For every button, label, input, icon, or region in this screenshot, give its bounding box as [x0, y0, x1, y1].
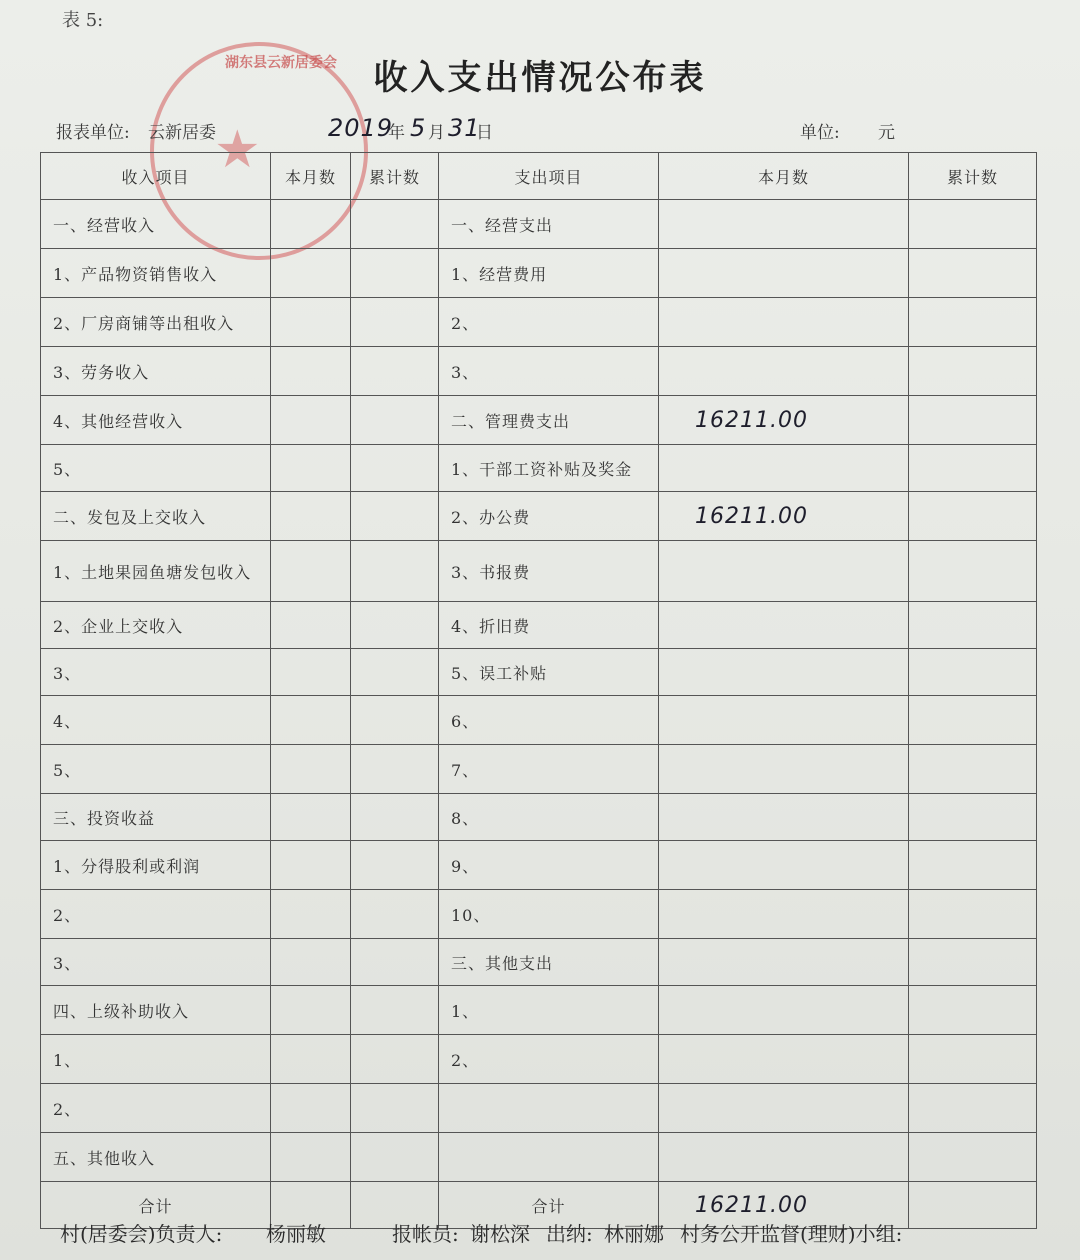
- expense-item-cell: 8、: [439, 794, 659, 841]
- income-item-cell: 五、其他收入: [41, 1133, 271, 1182]
- expense-cumulative-cell: [909, 794, 1037, 841]
- expense-total-cumulative: [909, 1182, 1037, 1229]
- income-cumulative-cell: [351, 890, 439, 939]
- page-title: 收入支出情况公布表: [373, 58, 707, 98]
- income-month-cell: [271, 745, 351, 794]
- expense-month-cell: [659, 602, 909, 649]
- table-row: [41, 298, 1037, 347]
- income-cumulative-cell: [351, 347, 439, 396]
- income-cumulative-cell: [351, 1035, 439, 1084]
- income-month-cell: [271, 986, 351, 1035]
- expense-item-cell: 三、其他支出: [439, 939, 659, 986]
- expense-item-cell: 10、: [439, 890, 659, 939]
- expense-month-cell: [659, 794, 909, 841]
- expense-cumulative-cell: [909, 200, 1037, 249]
- col-expense-cumulative: 累计数: [909, 153, 1037, 200]
- expense-cumulative-cell: [909, 492, 1037, 541]
- expense-item-cell: 2、: [439, 298, 659, 347]
- income-item-cell: 1、土地果园鱼塘发包收入: [41, 541, 271, 602]
- table-row: [41, 200, 1037, 249]
- reporting-unit-label: 报表单位:: [56, 123, 130, 143]
- income-item-cell: 4、其他经营收入: [41, 396, 271, 445]
- expense-item-cell: [439, 1133, 659, 1182]
- income-total-label: 合计: [41, 1182, 271, 1229]
- table-row: [41, 939, 1037, 986]
- expense-cumulative-cell: [909, 1035, 1037, 1084]
- expense-month-cell: [659, 745, 909, 794]
- income-item-cell: 2、企业上交收入: [41, 602, 271, 649]
- col-expense-item: 支出项目: [439, 153, 659, 200]
- expense-item-cell: 6、: [439, 696, 659, 745]
- income-cumulative-cell: [351, 939, 439, 986]
- expense-cumulative-cell: [909, 986, 1037, 1035]
- expense-item-cell: 1、干部工资补贴及奖金: [439, 445, 659, 492]
- expense-month-cell: [659, 1035, 909, 1084]
- income-month-cell: [271, 696, 351, 745]
- expense-month-cell: [659, 200, 909, 249]
- expense-month-cell: [659, 492, 909, 541]
- expense-month-cell: [659, 298, 909, 347]
- income-cumulative-cell: [351, 1133, 439, 1182]
- expense-month-cell: [659, 986, 909, 1035]
- income-cumulative-cell: [351, 841, 439, 890]
- income-item-cell: 3、: [41, 649, 271, 696]
- table-row: [41, 445, 1037, 492]
- table-header-row: [41, 153, 1037, 200]
- income-cumulative-cell: [351, 1084, 439, 1133]
- expense-cumulative-cell: [909, 249, 1037, 298]
- income-cumulative-cell: [351, 298, 439, 347]
- table-row: [41, 1084, 1037, 1133]
- expense-cumulative-cell: [909, 396, 1037, 445]
- expense-month-cell: [659, 1084, 909, 1133]
- expense-item-cell: 3、书报费: [439, 541, 659, 602]
- currency-label: 单位:: [800, 123, 840, 143]
- income-item-cell: 2、厂房商铺等出租收入: [41, 298, 271, 347]
- expense-item-cell: 二、管理费支出: [439, 396, 659, 445]
- supervisor-label: 村务公开监督(理财)小组:: [680, 1222, 903, 1246]
- income-item-cell: 5、: [41, 445, 271, 492]
- expense-item-cell: 4、折旧费: [439, 602, 659, 649]
- expense-month-cell: [659, 841, 909, 890]
- table-row: [41, 492, 1037, 541]
- income-month-cell: [271, 890, 351, 939]
- col-expense-month: 本月数: [659, 153, 909, 200]
- income-month-cell: [271, 298, 351, 347]
- table-row: [41, 841, 1037, 890]
- income-item-cell: 2、: [41, 1084, 271, 1133]
- expense-cumulative-cell: [909, 745, 1037, 794]
- table-row: [41, 890, 1037, 939]
- reporter-name: 谢松深: [470, 1222, 530, 1246]
- date-year-char: 年: [388, 123, 405, 143]
- income-month-cell: [271, 347, 351, 396]
- col-income-item: 收入项目: [41, 153, 271, 200]
- income-cumulative-cell: [351, 492, 439, 541]
- table-row: [41, 249, 1037, 298]
- expense-total-label: 合计: [439, 1182, 659, 1229]
- table-row: [41, 986, 1037, 1035]
- income-item-cell: 1、产品物资销售收入: [41, 249, 271, 298]
- expense-month-cell: [659, 249, 909, 298]
- table-row: [41, 541, 1037, 602]
- date-month-char: 月: [428, 123, 445, 143]
- expense-item-cell: 1、经营费用: [439, 249, 659, 298]
- expense-month-cell: [659, 890, 909, 939]
- seal-star-icon: ★: [214, 120, 261, 180]
- table-row: [41, 347, 1037, 396]
- table-row: [41, 794, 1037, 841]
- income-cumulative-cell: [351, 745, 439, 794]
- expense-item-cell: 一、经营支出: [439, 200, 659, 249]
- leader-name: 杨丽敏: [266, 1222, 326, 1246]
- expense-month-cell: [659, 347, 909, 396]
- income-cumulative-cell: [351, 986, 439, 1035]
- expense-month-cell: [659, 445, 909, 492]
- expense-cumulative-cell: [909, 890, 1037, 939]
- income-cumulative-cell: [351, 249, 439, 298]
- expense-cumulative-cell: [909, 939, 1037, 986]
- handwritten-amount: 16211.00: [695, 1192, 808, 1218]
- income-month-cell: [271, 1084, 351, 1133]
- income-cumulative-cell: [351, 602, 439, 649]
- income-month-cell: [271, 200, 351, 249]
- expense-item-cell: 5、误工补贴: [439, 649, 659, 696]
- income-item-cell: 2、: [41, 890, 271, 939]
- income-cumulative-cell: [351, 696, 439, 745]
- income-cumulative-cell: [351, 445, 439, 492]
- table-number: 表 5:: [62, 10, 104, 31]
- income-month-cell: [271, 939, 351, 986]
- income-month-cell: [271, 602, 351, 649]
- expense-month-cell: [659, 1133, 909, 1182]
- income-month-cell: [271, 841, 351, 890]
- date-month: 5: [410, 114, 427, 142]
- table-row: [41, 745, 1037, 794]
- expense-item-cell: 7、: [439, 745, 659, 794]
- income-month-cell: [271, 445, 351, 492]
- reporter-label: 报帐员:: [392, 1222, 459, 1246]
- income-item-cell: 1、: [41, 1035, 271, 1084]
- table-row: [41, 396, 1037, 445]
- expense-cumulative-cell: [909, 347, 1037, 396]
- expense-cumulative-cell: [909, 649, 1037, 696]
- expense-month-cell: [659, 939, 909, 986]
- table-row: [41, 696, 1037, 745]
- income-expense-table: [40, 152, 1037, 1229]
- table-row: [41, 602, 1037, 649]
- expense-cumulative-cell: [909, 1084, 1037, 1133]
- seal-text: 湖东县云新居委会: [225, 55, 337, 71]
- income-cumulative-cell: [351, 541, 439, 602]
- cashier-label: 出纳:: [546, 1222, 593, 1246]
- expense-cumulative-cell: [909, 541, 1037, 602]
- income-item-cell: 3、: [41, 939, 271, 986]
- table-row: [41, 1133, 1037, 1182]
- expense-item-cell: 2、: [439, 1035, 659, 1084]
- expense-cumulative-cell: [909, 445, 1037, 492]
- income-item-cell: 四、上级补助收入: [41, 986, 271, 1035]
- income-month-cell: [271, 1035, 351, 1084]
- income-month-cell: [271, 1133, 351, 1182]
- reporting-unit-value: 云新居委: [148, 123, 216, 143]
- expense-item-cell: 1、: [439, 986, 659, 1035]
- income-month-cell: [271, 541, 351, 602]
- expense-item-cell: 9、: [439, 841, 659, 890]
- expense-cumulative-cell: [909, 1133, 1037, 1182]
- income-cumulative-cell: [351, 649, 439, 696]
- expense-item-cell: [439, 1084, 659, 1133]
- table-row: [41, 649, 1037, 696]
- col-income-month: 本月数: [271, 153, 351, 200]
- expense-month-cell: [659, 696, 909, 745]
- income-item-cell: 5、: [41, 745, 271, 794]
- currency-value: 元: [878, 123, 895, 143]
- income-month-cell: [271, 249, 351, 298]
- expense-month-cell: [659, 649, 909, 696]
- date-year: 2019: [328, 114, 394, 142]
- expense-month-cell: [659, 396, 909, 445]
- income-cumulative-cell: [351, 794, 439, 841]
- income-item-cell: 4、: [41, 696, 271, 745]
- income-cumulative-cell: [351, 200, 439, 249]
- income-cumulative-cell: [351, 396, 439, 445]
- col-income-cumulative: 累计数: [351, 153, 439, 200]
- cashier-name: 林丽娜: [604, 1222, 664, 1246]
- income-item-cell: 3、劳务收入: [41, 347, 271, 396]
- expense-cumulative-cell: [909, 841, 1037, 890]
- income-item-cell: 一、经营收入: [41, 200, 271, 249]
- handwritten-amount: 16211.00: [695, 503, 808, 529]
- income-item-cell: 二、发包及上交收入: [41, 492, 271, 541]
- income-month-cell: [271, 649, 351, 696]
- income-month-cell: [271, 396, 351, 445]
- expense-cumulative-cell: [909, 696, 1037, 745]
- income-month-cell: [271, 794, 351, 841]
- handwritten-amount: 16211.00: [695, 407, 808, 433]
- date-day: 31: [448, 114, 481, 142]
- income-item-cell: 1、分得股利或利润: [41, 841, 271, 890]
- table-row: [41, 1035, 1037, 1084]
- expense-cumulative-cell: [909, 602, 1037, 649]
- income-item-cell: 三、投资收益: [41, 794, 271, 841]
- expense-month-cell: [659, 541, 909, 602]
- expense-item-cell: 2、办公费: [439, 492, 659, 541]
- income-month-cell: [271, 492, 351, 541]
- expense-item-cell: 3、: [439, 347, 659, 396]
- expense-cumulative-cell: [909, 298, 1037, 347]
- leader-label: 村(居委会)负责人:: [60, 1222, 223, 1246]
- date-day-char: 日: [476, 123, 493, 143]
